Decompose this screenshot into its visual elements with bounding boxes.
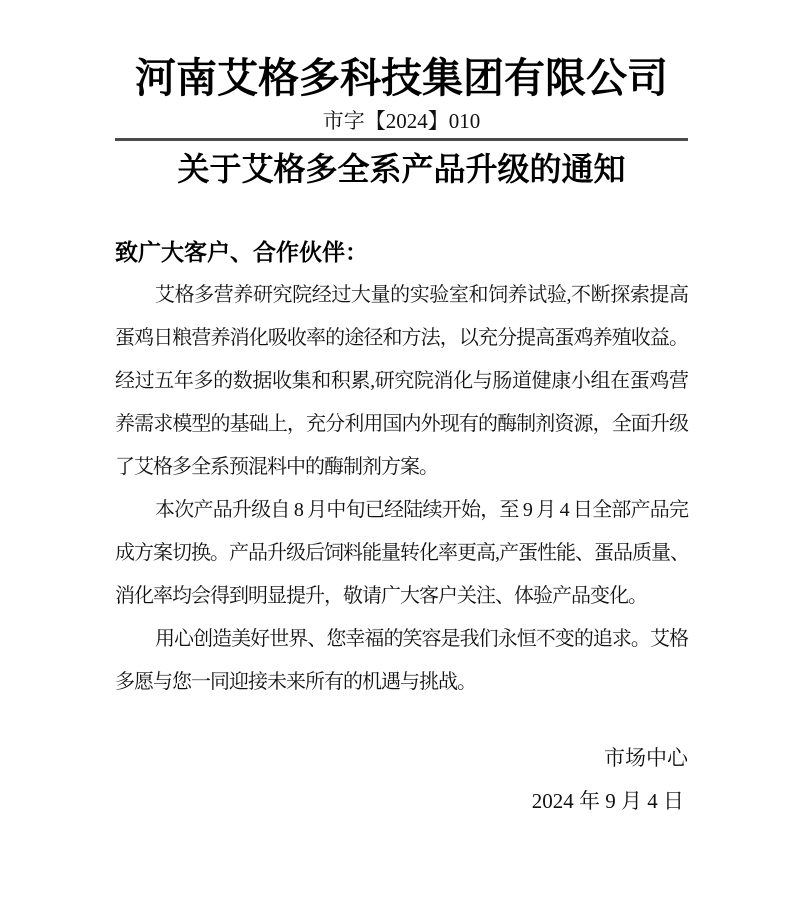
paragraph-3-line-2: 多愿与您一同迎接未来所有的机遇与挑战。 xyxy=(115,671,476,693)
header-divider-line xyxy=(115,138,688,141)
notice-title: 关于艾格多全系产品升级的通知 xyxy=(177,151,626,187)
paragraph-1 xyxy=(115,274,688,489)
paragraph-1-line-5: 了艾格多全系预混料中的酶制剂方案。 xyxy=(115,456,438,478)
paragraph-3 xyxy=(115,618,688,704)
paragraph-1-line-3: 经过五年多的数据收集和积累,研究院消化与肠道健康小组在蛋鸡营 xyxy=(115,370,688,392)
paragraph-2 xyxy=(115,489,688,618)
paragraph-1-line-4: 养需求模型的基础上，充分利用国内外现有的酶制剂资源，全面升级 xyxy=(115,413,688,435)
paragraph-1-line-1: 艾格多营养研究院经过大量的实验室和饲养试验,不断探索提高 xyxy=(155,284,688,306)
document-number: 市字【2024】010 xyxy=(322,109,481,133)
company-name-title: 河南艾格多科技集团有限公司 xyxy=(135,55,668,101)
paragraph-2-line-1: 本次产品升级自 8 月中旬已经陆续开始，至 9 月 4 日全部产品完 xyxy=(155,499,688,521)
paragraph-2-line-3: 消化率均会得到明显提升，敬请广大客户关注、体验产品变化。 xyxy=(115,585,647,607)
signature-block xyxy=(115,737,688,823)
paragraph-1-line-2: 蛋鸡日粮营养消化吸收率的途径和方法，以充分提高蛋鸡养殖收益。 xyxy=(115,327,688,349)
salutation-line: 致广大客户、合作伙伴： xyxy=(115,240,368,265)
signature-date: 2024 年 9 月 4 日 xyxy=(531,789,684,813)
paragraph-3-line-1: 用心创造美好世界、您幸福的笑容是我们永恒不变的追求。艾格 xyxy=(155,628,688,650)
paragraph-2-line-2: 成方案切换。产品升级后饲料能量转化率更高,产蛋性能、蛋品质量、 xyxy=(115,542,689,564)
signature-department: 市场中心 xyxy=(604,746,688,770)
